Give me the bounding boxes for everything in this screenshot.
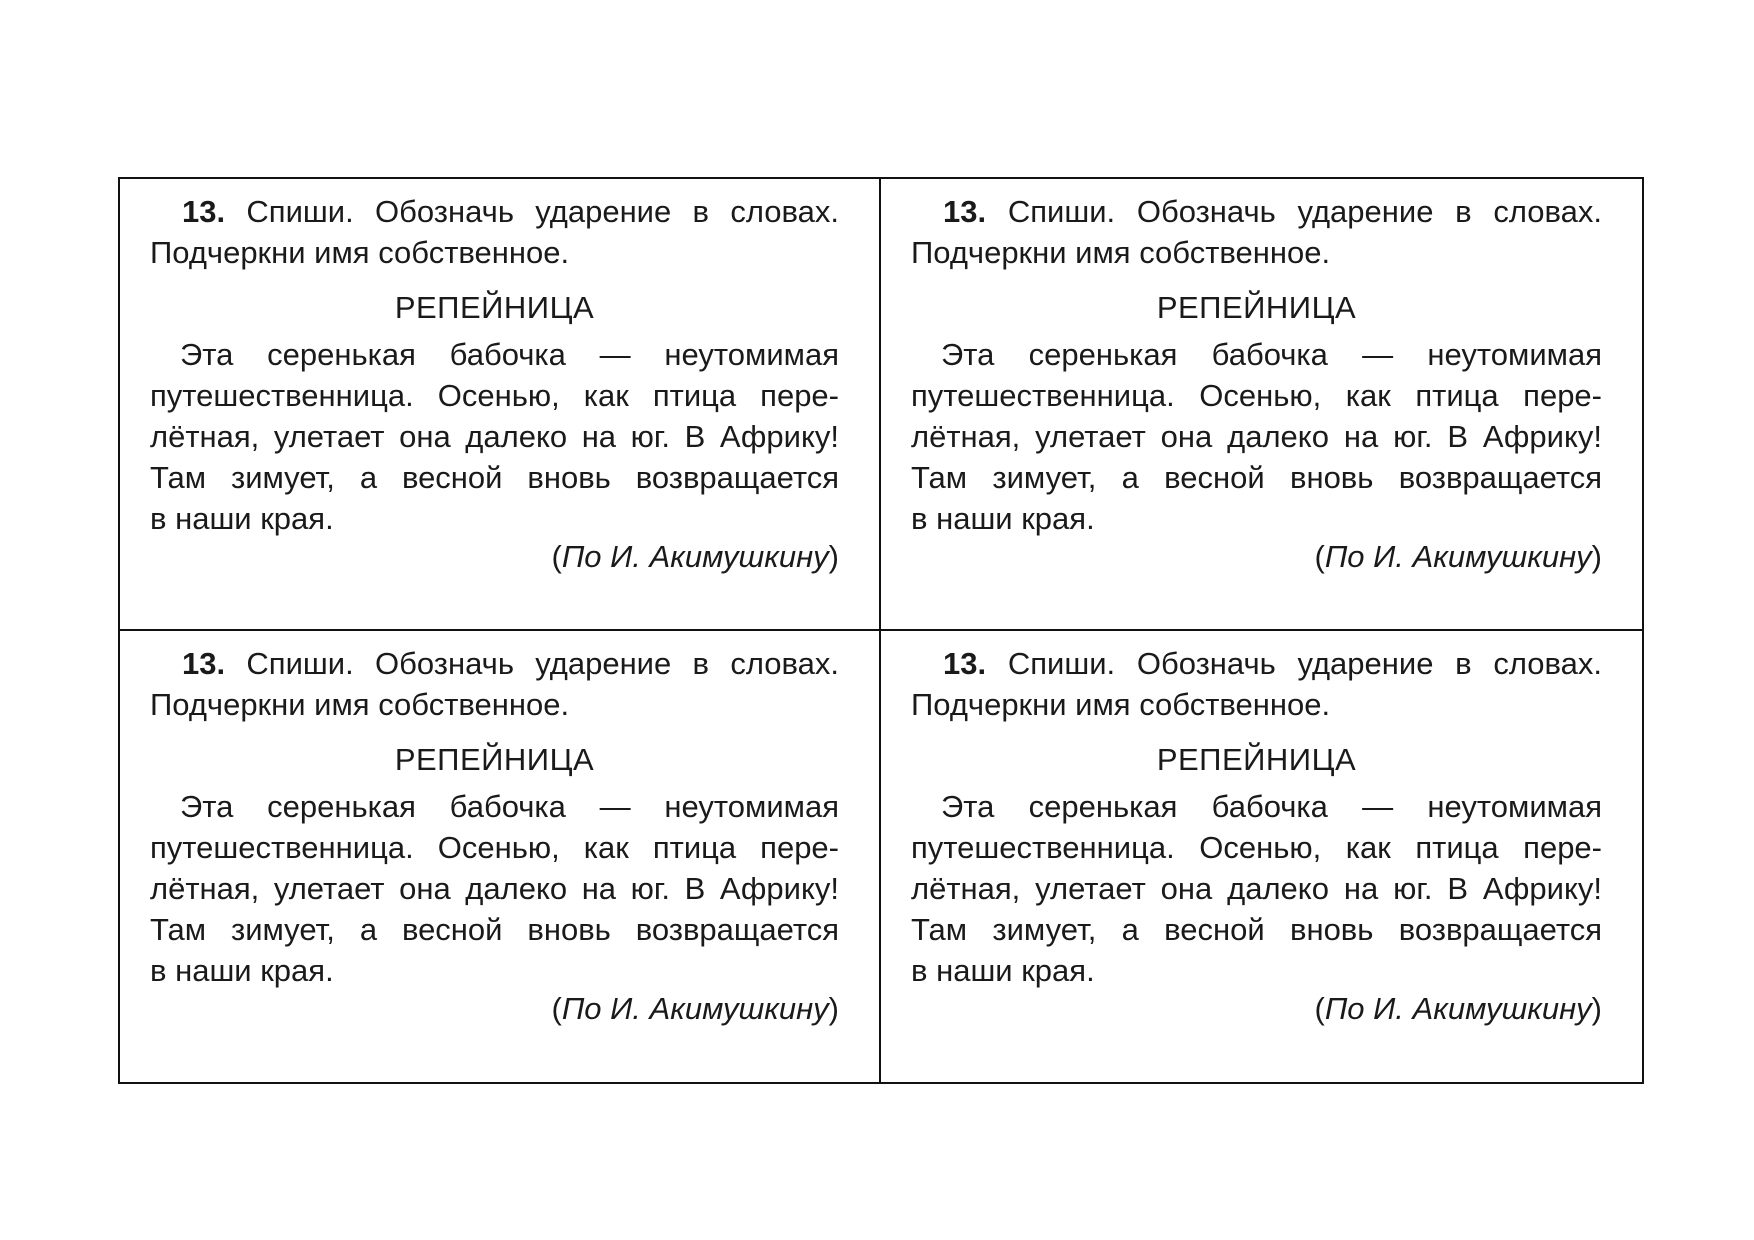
text-title: РЕПЕЙНИЦА (1156, 290, 1357, 325)
source-paren-close: ) (1591, 990, 1602, 1026)
task-card (881, 631, 1642, 1083)
text-line: Там зимует, а весной вновь возвращается (150, 460, 839, 495)
text-line: Там зимует, а весной вновь возвращается (911, 911, 1602, 947)
task-card (120, 179, 881, 631)
task-instruction-text: Спиши. Обозначь ударение в словах. Подчеркни имя собственное. (911, 194, 1602, 270)
text-body (911, 334, 1602, 539)
text-source (150, 536, 839, 577)
task-card (120, 631, 881, 1083)
task-instruction (150, 191, 839, 273)
text-body (150, 786, 839, 991)
source-paren-close: ) (828, 990, 839, 1026)
card-grid (118, 177, 1644, 1084)
text-line: в наши края. (150, 952, 334, 988)
text-line: Эта серенькая бабочка — неутомимая (941, 788, 1602, 824)
source-paren-open: ( (1314, 990, 1325, 1026)
text-line: Эта серенькая бабочка — неутомимая (180, 337, 839, 372)
task-instruction (911, 191, 1602, 273)
source-paren-close: ) (1591, 539, 1602, 574)
text-line: лётная, улетает она далеко на юг. В Африку! (911, 419, 1602, 454)
text-line: путешественница. Осенью, как птица пере- (150, 378, 839, 413)
text-line: лётная, улетает она далеко на юг. В Африку! (150, 870, 839, 906)
task-instruction-text: Спиши. Обозначь ударение в словах. Подчеркни имя собственное. (911, 645, 1602, 722)
task-number: 13. (943, 194, 987, 229)
text-source (911, 988, 1602, 1029)
text-line: Эта серенькая бабочка — неутомимая (180, 788, 839, 824)
text-body (150, 334, 839, 539)
source-paren-open: ( (551, 990, 562, 1026)
task-card (881, 179, 1642, 631)
text-line: лётная, улетает она далеко на юг. В Африку! (150, 419, 839, 454)
text-body (911, 786, 1602, 991)
task-instruction-text: Спиши. Обозначь ударение в словах. Подчеркни имя собственное. (150, 194, 839, 270)
text-title: РЕПЕЙНИЦА (394, 290, 595, 325)
task-instruction-text: Спиши. Обозначь ударение в словах. Подчеркни имя собственное. (150, 645, 839, 722)
text-title: РЕПЕЙНИЦА (394, 741, 595, 777)
task-number: 13. (182, 194, 226, 229)
task-instruction (150, 643, 839, 725)
source-author: По И. Акимушкину (561, 539, 829, 574)
text-source (911, 536, 1602, 577)
text-line: в наши края. (150, 501, 334, 536)
source-paren-open: ( (1314, 539, 1325, 574)
text-title: РЕПЕЙНИЦА (1156, 741, 1357, 777)
text-line: в наши края. (911, 501, 1095, 536)
text-line: в наши края. (911, 952, 1095, 988)
source-paren-close: ) (828, 539, 839, 574)
source-author: По И. Акимушкину (1324, 539, 1592, 574)
text-line: Эта серенькая бабочка — неутомимая (941, 337, 1602, 372)
source-paren-open: ( (551, 539, 562, 574)
source-author: По И. Акимушкину (1324, 990, 1592, 1026)
text-line: лётная, улетает она далеко на юг. В Африку! (911, 870, 1602, 906)
task-number: 13. (182, 645, 226, 681)
source-author: По И. Акимушкину (561, 990, 829, 1026)
text-line: Там зимует, а весной вновь возвращается (150, 911, 839, 947)
text-line: Там зимует, а весной вновь возвращается (911, 460, 1602, 495)
text-source (150, 988, 839, 1029)
text-line: путешественница. Осенью, как птица пере- (150, 829, 839, 865)
text-line: путешественница. Осенью, как птица пере- (911, 829, 1602, 865)
task-instruction (911, 643, 1602, 725)
text-line: путешественница. Осенью, как птица пере- (911, 378, 1602, 413)
task-number: 13. (943, 645, 987, 681)
